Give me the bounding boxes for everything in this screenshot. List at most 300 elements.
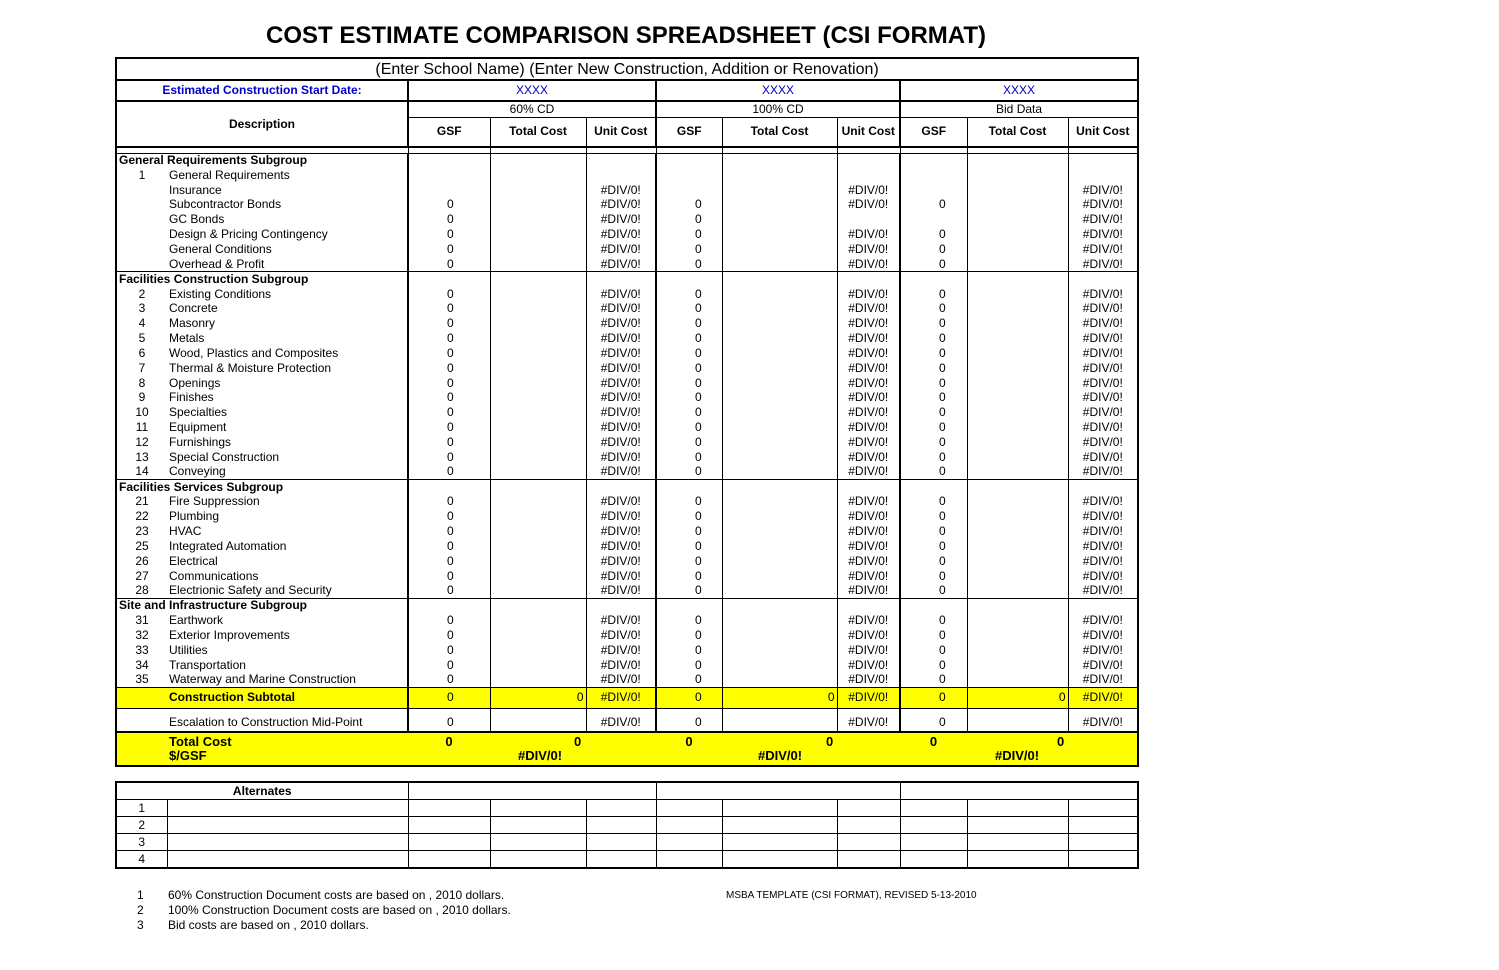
division-number: 28 [116,583,167,598]
gsf-cell[interactable]: 0 [408,539,490,554]
alternate-cell[interactable] [967,851,1068,869]
gsf-cell[interactable] [656,168,722,183]
alternate-cell[interactable] [490,817,586,834]
subgroup-header-row [116,598,1138,613]
alternate-cell[interactable] [586,817,656,834]
gsf-cell[interactable]: 0 [900,316,967,331]
total-cost-cell[interactable] [722,198,837,213]
alternate-cell[interactable] [900,851,967,869]
total-cost-cell[interactable] [490,212,586,227]
total-cost-cell[interactable] [967,509,1068,524]
gsf-cell[interactable]: 0 [900,287,967,302]
line-item-row [116,628,1138,643]
empty-cell [900,598,967,613]
gsf-cell[interactable]: 0 [900,643,967,658]
total-gsf: 0 [408,732,490,749]
unit-cost-cell: #DIV/0! [586,420,656,435]
unit-cost-cell: #DIV/0! [1068,346,1138,361]
line-item-row [116,331,1138,346]
escalation-gsf[interactable]: 0 [900,708,967,732]
escalation-gsf[interactable]: 0 [656,708,722,732]
gsf-cell[interactable]: 0 [656,420,722,435]
gsf-cell[interactable]: 0 [408,405,490,420]
alternate-cell[interactable] [1068,834,1138,851]
total-cost-cell[interactable] [722,405,837,420]
total-cost-cell[interactable] [967,583,1068,598]
line-item-description: Integrated Automation [167,539,408,554]
line-item-row [116,376,1138,391]
line-item-row [116,658,1138,673]
col-unit-bid: Unit Cost [1068,117,1138,147]
gsf-cell[interactable]: 0 [900,509,967,524]
gsf-cell[interactable]: 0 [656,569,722,584]
total-cost-cell[interactable] [722,643,837,658]
gsf-cell[interactable]: 0 [656,212,722,227]
total-cost-cell[interactable] [490,465,586,480]
gsf-cell[interactable]: 0 [900,524,967,539]
total-cost-cell[interactable] [490,583,586,598]
total-cost-cell[interactable] [967,450,1068,465]
gsf-cell[interactable]: 0 [900,465,967,480]
gsf-cell[interactable]: 0 [408,316,490,331]
total-cost-cell[interactable] [490,242,586,257]
gsf-cell[interactable]: 0 [656,583,722,598]
gsf-cell[interactable]: 0 [656,494,722,509]
escalation-total-cost[interactable] [722,708,837,732]
total-cost-cell[interactable] [967,183,1068,198]
alternate-cell[interactable] [586,851,656,869]
total-cost-cell[interactable] [967,658,1068,673]
gsf-cell[interactable]: 0 [900,583,967,598]
alternate-cell[interactable] [656,800,722,817]
line-item-row [116,420,1138,435]
phase-date-bid[interactable]: XXXX [900,80,1138,101]
alternate-cell[interactable] [837,851,900,869]
gsf-cell[interactable]: 0 [408,331,490,346]
escalation-gsf[interactable]: 0 [408,708,490,732]
per-gsf-value: #DIV/0! [967,749,1138,766]
alternate-cell[interactable] [490,834,586,851]
line-item-description: GC Bonds [167,212,408,227]
total-cost-cell[interactable] [722,569,837,584]
subgroup-header-row [116,153,1138,168]
empty-cell [1068,598,1138,613]
gsf-cell[interactable]: 0 [408,346,490,361]
gsf-cell[interactable]: 0 [656,316,722,331]
total-cost-cell[interactable] [490,554,586,569]
col-gsf-bid: GSF [900,117,967,147]
total-cost-cell[interactable] [967,361,1068,376]
total-cost-cell[interactable] [490,450,586,465]
gsf-cell[interactable]: 0 [408,198,490,213]
total-cost-cell[interactable] [967,539,1068,554]
total-cost-cell[interactable] [490,613,586,628]
gsf-cell[interactable]: 0 [900,242,967,257]
total-cost-cell[interactable] [722,539,837,554]
total-cost-cell[interactable] [722,391,837,406]
total-cost-cell[interactable] [967,287,1068,302]
alternate-cell[interactable] [722,851,837,869]
gsf-cell[interactable]: 0 [656,673,722,688]
gsf-cell[interactable]: 0 [900,420,967,435]
gsf-cell[interactable]: 0 [900,673,967,688]
alternate-cell[interactable] [586,834,656,851]
total-cost-cell[interactable] [967,643,1068,658]
construction-subtotal-row [116,687,1138,708]
gsf-cell[interactable]: 0 [656,539,722,554]
total-cost-cell[interactable] [967,613,1068,628]
total-cost-cell[interactable] [967,494,1068,509]
gsf-cell[interactable]: 0 [656,346,722,361]
gsf-cell[interactable] [408,183,490,198]
gsf-cell[interactable]: 0 [408,658,490,673]
gsf-cell[interactable]: 0 [900,361,967,376]
total-cost-cell[interactable] [722,450,837,465]
unit-cost-cell: #DIV/0! [837,227,900,242]
alternate-cell[interactable] [722,800,837,817]
division-number [116,212,167,227]
unit-cost-cell: #DIV/0! [837,435,900,450]
gsf-cell[interactable]: 0 [656,301,722,316]
gsf-cell[interactable]: 0 [656,628,722,643]
empty-cell [967,480,1068,495]
total-cost-cell[interactable] [967,405,1068,420]
gsf-cell[interactable]: 0 [408,435,490,450]
total-cost-cell[interactable] [722,524,837,539]
gsf-cell[interactable] [900,212,967,227]
total-cost-cell[interactable] [722,420,837,435]
total-cost-cell[interactable] [967,227,1068,242]
total-cost-cell[interactable] [722,287,837,302]
total-cost-cell[interactable] [490,509,586,524]
unit-cost-cell: #DIV/0! [1068,331,1138,346]
total-cost-cell[interactable] [967,316,1068,331]
gsf-cell[interactable]: 0 [408,465,490,480]
gsf-cell[interactable]: 0 [408,643,490,658]
total-cost-cell[interactable] [967,435,1068,450]
gsf-cell[interactable]: 0 [656,376,722,391]
line-item-row [116,242,1138,257]
total-cost-cell[interactable] [967,198,1068,213]
phase-row [116,101,1138,117]
total-cost-cell[interactable] [490,257,586,272]
gsf-cell[interactable]: 0 [900,628,967,643]
gsf-cell[interactable]: 0 [656,450,722,465]
gsf-cell[interactable]: 0 [656,227,722,242]
alternate-number: 1 [116,800,167,817]
alternate-cell[interactable] [722,834,837,851]
total-cost-cell[interactable] [722,227,837,242]
total-cost-cell[interactable] [490,316,586,331]
gsf-cell[interactable]: 0 [656,361,722,376]
total-cost-cell[interactable] [490,198,586,213]
total-cost-cell[interactable] [967,242,1068,257]
gsf-cell[interactable]: 0 [656,242,722,257]
gsf-cell[interactable]: 0 [656,465,722,480]
total-cost-cell[interactable] [722,242,837,257]
gsf-cell[interactable]: 0 [408,673,490,688]
line-item-row [116,227,1138,242]
phase-date-60cd[interactable]: XXXX [408,80,656,101]
col-unit-60: Unit Cost [586,117,656,147]
total-cost-cell[interactable] [722,554,837,569]
alternates-header-60cd [408,782,656,800]
unit-cost-cell: #DIV/0! [586,346,656,361]
total-cost-cell[interactable] [490,405,586,420]
total-cost-cell[interactable] [967,673,1068,688]
gsf-cell[interactable]: 0 [408,583,490,598]
alternate-cell[interactable] [408,817,490,834]
total-cost-cell[interactable] [490,569,586,584]
total-cost-cell[interactable] [722,494,837,509]
alternate-cell[interactable] [967,834,1068,851]
total-cost-cell[interactable] [967,257,1068,272]
unit-cost-cell: #DIV/0! [837,242,900,257]
total-cost-cell[interactable] [967,465,1068,480]
line-item-description: Wood, Plastics and Composites [167,346,408,361]
division-number [116,242,167,257]
gsf-cell[interactable]: 0 [408,554,490,569]
alternate-cell[interactable] [900,800,967,817]
gsf-cell[interactable]: 0 [900,346,967,361]
alternate-cell[interactable] [656,817,722,834]
total-cost-cell[interactable] [722,331,837,346]
gsf-cell[interactable]: 0 [408,376,490,391]
division-number: 10 [116,405,167,420]
gsf-cell[interactable]: 0 [900,376,967,391]
gsf-cell[interactable]: 0 [900,198,967,213]
escalation-total-cost[interactable] [967,708,1068,732]
subtotal-label: Construction Subtotal [167,687,408,708]
alternate-cell[interactable] [1068,851,1138,869]
alternate-cell[interactable] [656,834,722,851]
total-cost-cell[interactable] [967,331,1068,346]
total-cost-cell[interactable] [967,212,1068,227]
unit-cost-cell: #DIV/0! [586,613,656,628]
alternate-cell[interactable] [837,817,900,834]
gsf-cell[interactable]: 0 [656,509,722,524]
division-number: 33 [116,643,167,658]
total-cost-cell[interactable] [490,628,586,643]
gsf-cell[interactable]: 0 [900,435,967,450]
total-cost-cell[interactable] [490,361,586,376]
gsf-cell[interactable]: 0 [408,420,490,435]
total-cost-cell[interactable] [722,435,837,450]
gsf-cell[interactable]: 0 [656,198,722,213]
gsf-cell[interactable]: 0 [900,227,967,242]
total-cost-cell[interactable] [967,628,1068,643]
gsf-cell[interactable]: 0 [656,435,722,450]
gsf-cell[interactable]: 0 [408,628,490,643]
total-cost-cell[interactable] [967,554,1068,569]
gsf-cell[interactable]: 0 [656,405,722,420]
empty-cell [586,153,656,168]
gsf-cell[interactable]: 0 [408,391,490,406]
total-cost-cell[interactable] [490,658,586,673]
empty-cell [408,153,490,168]
gsf-cell[interactable] [900,183,967,198]
gsf-cell[interactable]: 0 [408,569,490,584]
division-number: 13 [116,450,167,465]
total-cost-cell[interactable] [490,331,586,346]
gsf-cell[interactable]: 0 [656,391,722,406]
alternate-cell[interactable] [967,817,1068,834]
unit-cost-cell: #DIV/0! [1068,539,1138,554]
alternate-cell[interactable] [837,834,900,851]
total-cost-cell[interactable] [490,183,586,198]
alternate-cell[interactable] [967,800,1068,817]
total-cost-cell[interactable] [722,509,837,524]
total-cost-cell[interactable] [967,391,1068,406]
total-cost-cell[interactable] [722,376,837,391]
gsf-cell[interactable]: 0 [408,301,490,316]
alternate-cell[interactable] [408,834,490,851]
gsf-cell[interactable]: 0 [900,257,967,272]
alternate-cell[interactable] [1068,800,1138,817]
gsf-cell[interactable]: 0 [408,509,490,524]
gsf-cell[interactable]: 0 [900,450,967,465]
gsf-cell[interactable]: 0 [900,494,967,509]
total-cost-cell[interactable] [967,301,1068,316]
total-cost-cell[interactable] [967,569,1068,584]
division-number: 34 [116,658,167,673]
total-cost-cell[interactable] [490,673,586,688]
alternate-cell[interactable] [1068,817,1138,834]
gsf-cell[interactable]: 0 [408,257,490,272]
gsf-cell[interactable]: 0 [900,331,967,346]
gsf-cell[interactable]: 0 [900,405,967,420]
footnote-number: 1 [137,888,144,902]
alternate-cell[interactable] [837,800,900,817]
total-cost-cell[interactable] [722,257,837,272]
alternate-cell[interactable] [656,851,722,869]
total-cost-cell[interactable] [722,628,837,643]
gsf-cell[interactable]: 0 [900,391,967,406]
alternate-description[interactable] [167,817,408,834]
total-cost-cell[interactable] [967,346,1068,361]
alternate-description[interactable] [167,834,408,851]
gsf-cell[interactable]: 0 [408,494,490,509]
total-cost-cell[interactable] [722,168,837,183]
per-gsf-value: #DIV/0! [722,749,900,766]
gsf-cell[interactable] [900,168,967,183]
alternate-cell[interactable] [490,851,586,869]
gsf-cell[interactable]: 0 [408,450,490,465]
gsf-cell[interactable]: 0 [656,524,722,539]
alternate-cell[interactable] [900,817,967,834]
division-number: 4 [116,316,167,331]
total-cost-cell[interactable] [490,346,586,361]
total-cost-cell[interactable] [490,301,586,316]
alternate-description[interactable] [167,800,408,817]
empty-cell [722,480,837,495]
footnote-text: Bid costs are based on , 2010 dollars. [168,918,369,932]
unit-cost-cell: #DIV/0! [1068,227,1138,242]
alternates-header-row [116,782,1138,800]
total-cost-cell[interactable] [967,376,1068,391]
gsf-cell[interactable]: 0 [408,287,490,302]
total-cost-cell[interactable] [490,524,586,539]
total-cost-cell[interactable] [722,346,837,361]
gsf-cell[interactable]: 0 [656,257,722,272]
gsf-cell[interactable]: 0 [656,331,722,346]
gsf-cell[interactable]: 0 [656,287,722,302]
total-cost-cell[interactable] [722,583,837,598]
total-cost-cell[interactable] [490,376,586,391]
phase-date-100cd[interactable]: XXXX [656,80,900,101]
gsf-cell[interactable]: 0 [656,658,722,673]
empty-cell [490,598,586,613]
total-cost-cell[interactable] [490,227,586,242]
alternate-cell[interactable] [900,834,967,851]
total-cost-cell[interactable] [722,465,837,480]
total-cost-cell[interactable] [967,524,1068,539]
alternate-cell[interactable] [408,851,490,869]
escalation-total-cost[interactable] [490,708,586,732]
total-cost-cell[interactable] [722,613,837,628]
gsf-cell[interactable]: 0 [900,554,967,569]
gsf-cell[interactable]: 0 [408,524,490,539]
gsf-cell[interactable]: 0 [900,569,967,584]
line-item-description: Masonry [167,316,408,331]
empty-cell [408,480,490,495]
gsf-cell[interactable]: 0 [408,212,490,227]
gsf-cell[interactable]: 0 [408,361,490,376]
empty-cell [837,598,900,613]
gsf-cell[interactable]: 0 [408,242,490,257]
line-item-description: Electrionic Safety and Security [167,583,408,598]
gsf-cell[interactable]: 0 [656,643,722,658]
total-cost-cell[interactable] [490,420,586,435]
total-cost-cell[interactable] [490,643,586,658]
total-cost-cell[interactable] [490,539,586,554]
gsf-cell[interactable]: 0 [900,539,967,554]
gsf-cell[interactable] [656,183,722,198]
total-cost-cell[interactable] [490,435,586,450]
total-cost-cell[interactable] [490,494,586,509]
gsf-cell[interactable]: 0 [656,613,722,628]
total-cost-cell[interactable] [722,183,837,198]
division-number: 27 [116,569,167,584]
total-cost-cell[interactable] [722,673,837,688]
total-cost-cell[interactable] [490,168,586,183]
alternate-cell[interactable] [490,800,586,817]
total-cost-cell[interactable] [490,287,586,302]
gsf-cell[interactable]: 0 [408,613,490,628]
total-cost-cell[interactable] [722,316,837,331]
empty-cell [116,749,167,766]
total-cost-cell[interactable] [722,658,837,673]
gsf-cell[interactable] [408,168,490,183]
gsf-cell[interactable]: 0 [408,227,490,242]
line-item-description: Subcontractor Bonds [167,198,408,213]
total-cost-cell[interactable] [722,301,837,316]
total-cost-cell[interactable] [490,391,586,406]
gsf-cell[interactable]: 0 [900,301,967,316]
alternate-cell[interactable] [586,800,656,817]
alternate-cell[interactable] [408,800,490,817]
line-item-row [116,183,1138,198]
total-cost-cell[interactable] [722,212,837,227]
gsf-cell[interactable]: 0 [900,613,967,628]
total-cost-cell[interactable] [967,420,1068,435]
total-cost-cell[interactable] [722,361,837,376]
gsf-cell[interactable]: 0 [656,554,722,569]
total-cost-cell[interactable] [967,168,1068,183]
gsf-cell[interactable]: 0 [900,658,967,673]
alternate-cell[interactable] [722,817,837,834]
alternate-description[interactable] [167,851,408,869]
